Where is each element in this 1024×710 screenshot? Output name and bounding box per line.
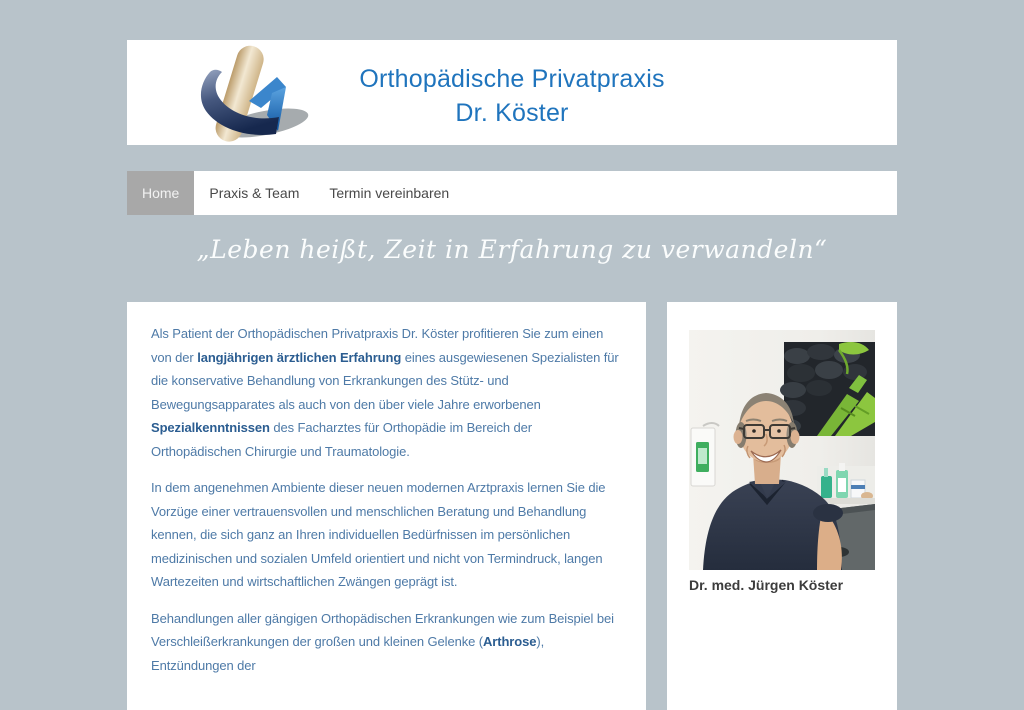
site-title-line1: Orthopädische Privatpraxis <box>359 65 665 93</box>
nav-item-home[interactable]: Home <box>127 171 194 215</box>
paragraph-2: In dem angenehmen Ambiente dieser neuen modernen Arztpraxis lernen Sie die Vorzüge einer vertrauensvollen und menschlichen Beratung und Behandlung kennen, die sich ganz an Ihren individuellen Bedürfnissen im persönlichen medizinischen und sozialen Umfeld orientiert und nicht von Termindruck, langen Wartezeiten und wirtschaftlichen Zwängen geprägt ist. <box>151 480 606 589</box>
site-tagline-quote: „Leben heißt, Zeit in Erfahrung zu verwandeln“ <box>196 234 828 264</box>
paragraph-3: Behandlungen aller gängigen Orthopädischen Erkrankungen wie zum Beispiel bei Verschleißerkrankungen der großen und kleinen Gelenke (Arthrose), Entzündungen der <box>151 610 614 673</box>
hygiene-products-shelf <box>815 463 875 504</box>
site-header <box>127 40 897 145</box>
paragraph-1: Als Patient der Orthopädischen Privatpraxis Dr. Köster profitieren Sie zum einen von der langjährigen ärztlichen Erfahrung eines ausgewiesenen Spezialisten für die konservative Behandlung von Erkrankungen des Stütz- und Bewegungsapparates als auch von den über viele Jahre erworbenen Spezialkenntnissen des Facharztes für Orthopädie im Bereich der Orthopädischen Chirurgie und Traumatologie. <box>151 326 619 459</box>
main-content-card <box>127 302 646 710</box>
doctor-portrait-photo <box>689 330 875 570</box>
practice-logo-icon <box>179 44 309 144</box>
photo-caption: Dr. med. Jürgen Köster <box>689 577 844 593</box>
site-title-line2: Dr. Köster <box>455 99 569 127</box>
page-container <box>127 40 897 710</box>
nav-item-praxis-team[interactable]: Praxis & Team <box>209 185 300 201</box>
main-paragraphs <box>151 322 622 677</box>
content-area <box>127 302 897 710</box>
wall-dispenser <box>691 423 719 486</box>
nav-item-termin-vereinbaren[interactable]: Termin vereinbaren <box>329 185 450 201</box>
sidebar-card <box>667 302 897 710</box>
main-nav <box>127 171 897 215</box>
